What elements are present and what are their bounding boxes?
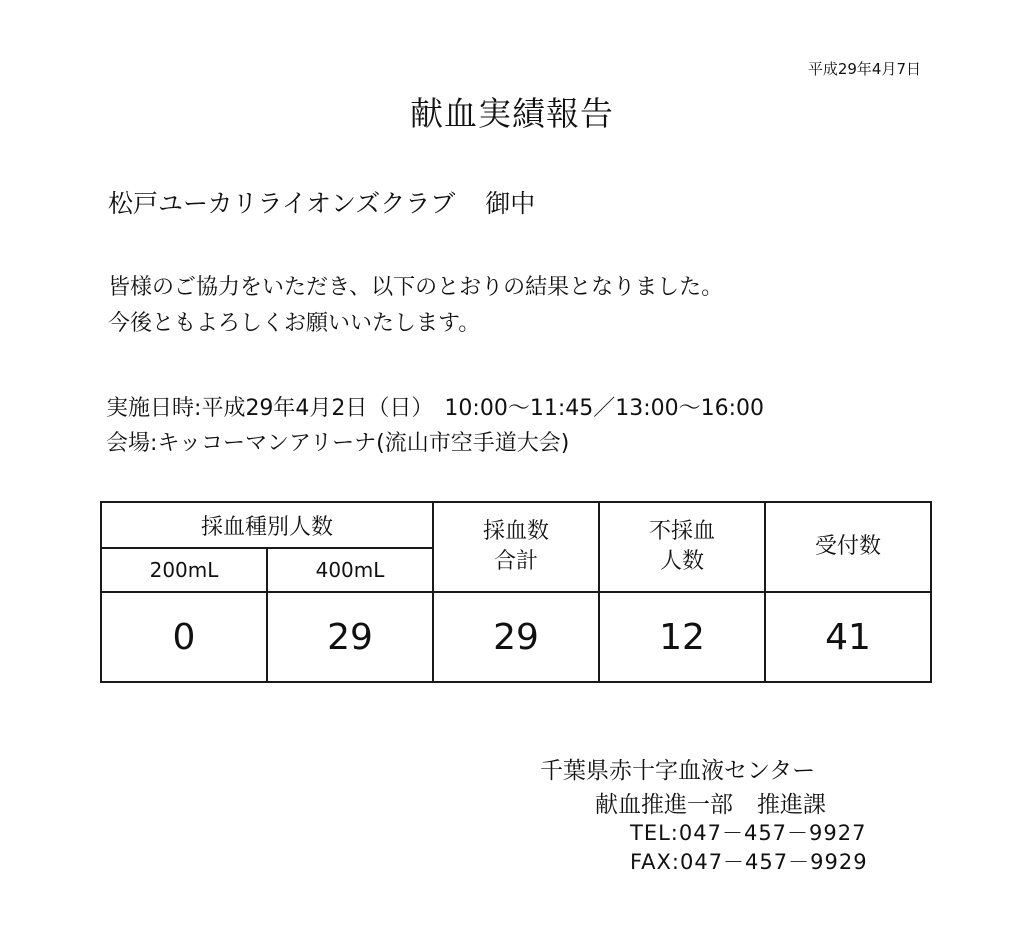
- event-datetime: 実施日時:平成29年4月2日（日） 10:00～11:45／13:00～16:00: [106, 396, 765, 421]
- value-total: 29: [433, 592, 599, 682]
- header-total-line-1: 採血数: [483, 519, 550, 544]
- header-400ml: 400mL: [267, 548, 433, 592]
- message-line-1: 皆様のご協力をいただき、以下のとおりの結果となりました。: [108, 275, 724, 300]
- event-venue: 会場:キッコーマンアリーナ(流山市空手道大会): [106, 431, 570, 456]
- datetime-value: 平成29年4月2日（日） 10:00～11:45／13:00～16:00: [201, 396, 765, 421]
- value-nondonor: 12: [599, 592, 765, 682]
- venue-label: 会場: [106, 431, 151, 456]
- header-reception-count: 受付数: [765, 502, 931, 592]
- results-table: [100, 501, 932, 683]
- venue-value: キッコーマンアリーナ(流山市空手道大会): [157, 431, 570, 456]
- document-title: 献血実績報告: [410, 94, 614, 133]
- document-date: 平成29年4月7日: [807, 60, 921, 78]
- department-name: 献血推進一部: [595, 792, 733, 818]
- header-total-donations: [433, 502, 599, 592]
- recipient: [108, 184, 535, 220]
- department: [595, 786, 826, 819]
- value-reception: 41: [765, 592, 931, 682]
- value-200ml: 0: [101, 592, 267, 682]
- header-non-donors: [599, 502, 765, 592]
- section-name: 推進課: [757, 792, 826, 818]
- organization-name: 千葉県赤十字血液センター: [540, 758, 816, 784]
- header-200ml: 200mL: [101, 548, 267, 592]
- telephone-number: TEL:047－457－9927: [630, 821, 867, 845]
- fax-number: FAX:047－457－9929: [630, 850, 868, 874]
- header-nondonor-line-1: 不採血: [649, 519, 716, 544]
- value-400ml: 29: [267, 592, 433, 682]
- header-total-line-2: 合計: [494, 549, 539, 574]
- message-line-2: 今後ともよろしくお願いいたします。: [108, 311, 481, 336]
- table-row: [101, 592, 931, 682]
- recipient-honorific: 御中: [485, 189, 536, 218]
- header-donation-type-count: 採血種別人数: [101, 502, 433, 548]
- datetime-label: 実施日時: [106, 396, 195, 421]
- header-nondonor-line-2: 人数: [660, 549, 705, 574]
- recipient-name: 松戸ユーカリライオンズクラブ: [108, 189, 456, 218]
